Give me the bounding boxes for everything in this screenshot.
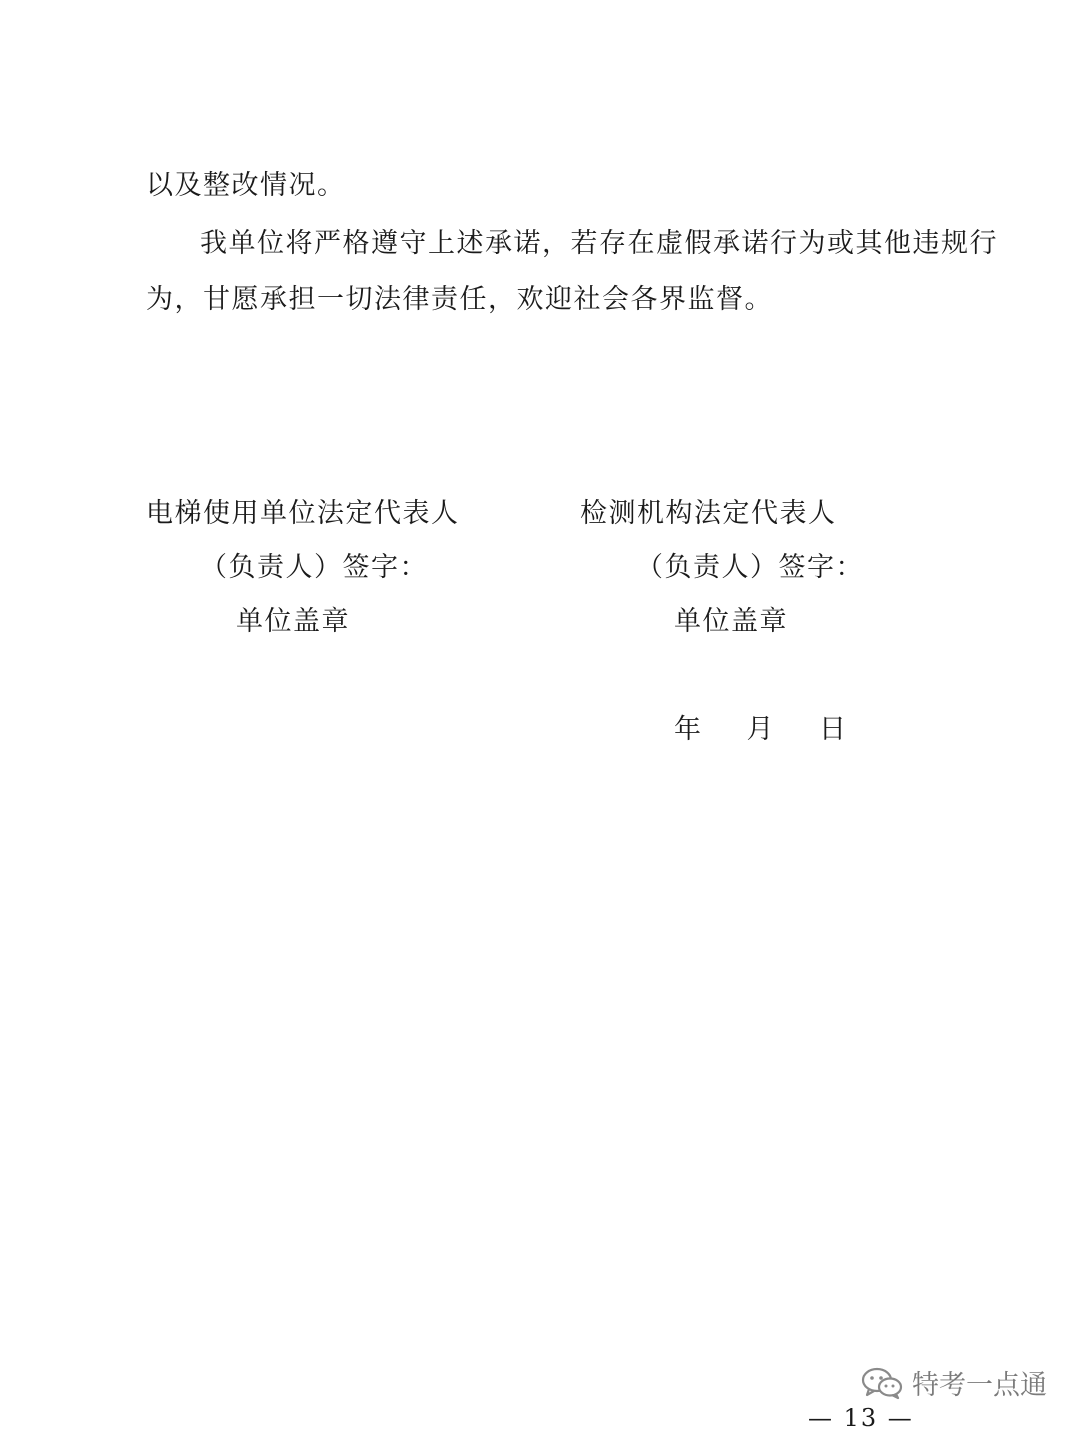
left-signatory-title: 电梯使用单位法定代表人	[146, 498, 460, 529]
watermark	[860, 1363, 1047, 1402]
page-number: — 13 —	[808, 1404, 914, 1432]
date-day-label: 日	[819, 714, 848, 745]
body-text-line: 以及整改情况。	[146, 170, 346, 201]
left-signature-label: （负责人）签字：	[200, 552, 428, 583]
left-seal-label: 单位盖章	[236, 606, 350, 637]
body-text-line: 为，甘愿承担一切法律责任，欢迎社会各界监督。	[146, 284, 773, 315]
right-signature-label: （负责人）签字：	[636, 552, 864, 583]
date-month-label: 月	[746, 714, 775, 745]
date-line	[674, 714, 848, 746]
body-text-line: 我单位将严格遵守上述承诺，若存在虚假承诺行为或其他违规行	[200, 228, 998, 259]
right-signatory-title: 检测机构法定代表人	[580, 498, 837, 529]
wechat-icon	[860, 1366, 904, 1400]
right-seal-label: 单位盖章	[674, 606, 788, 637]
watermark-text: 特考一点通	[912, 1370, 1047, 1401]
date-year-label: 年	[674, 714, 703, 745]
